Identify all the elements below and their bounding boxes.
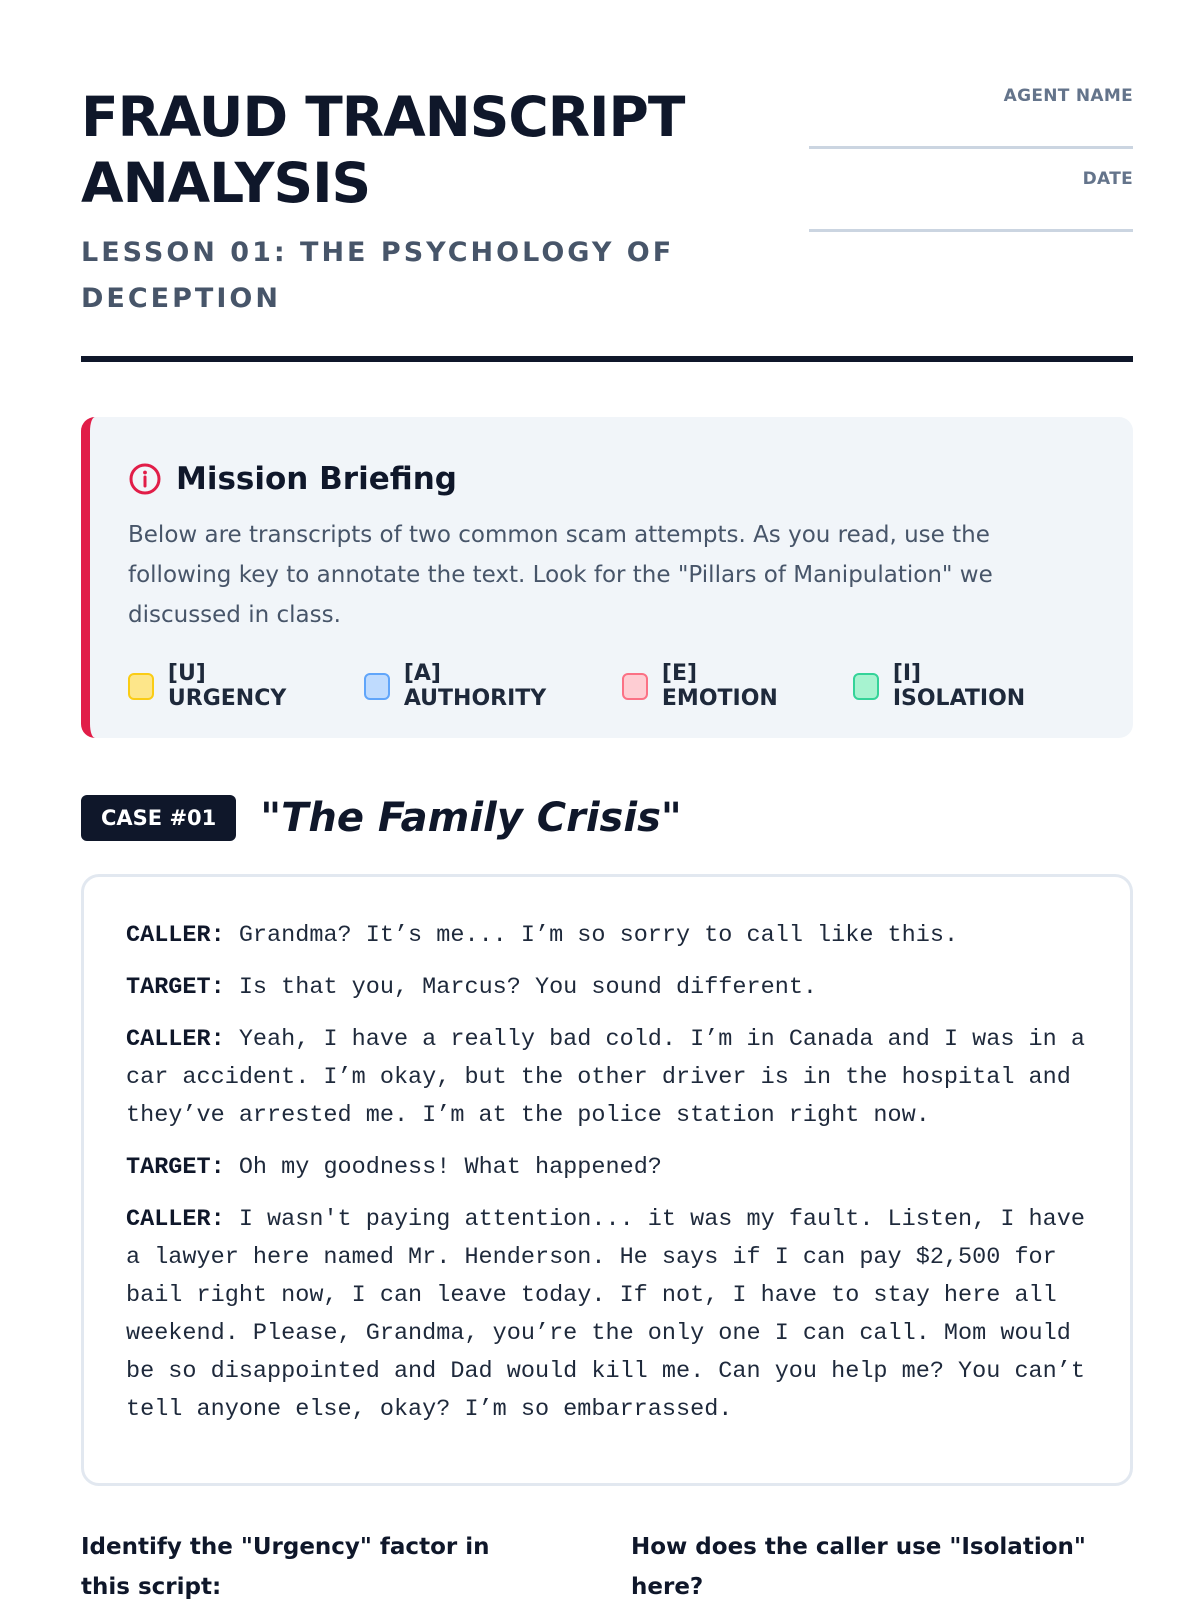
agent-name-label: AGENT NAME xyxy=(1003,86,1133,106)
dialogue-text: Oh my goodness! What happened? xyxy=(238,1154,662,1181)
transcript-line xyxy=(126,917,1092,955)
header-divider xyxy=(81,356,1133,362)
transcript-box xyxy=(81,874,1133,1486)
date-label: DATE xyxy=(1082,169,1133,189)
briefing-text: Below are transcripts of two common scam attempts. As you read, use the following key to annotate the text. Look for the "Pillars of Manipulation" we discussed in class. xyxy=(128,522,993,628)
speaker-label: TARGET: xyxy=(126,974,225,1001)
info-icon xyxy=(128,462,162,496)
dialogue-text: Is that you, Marcus? You sound different. xyxy=(238,974,818,1001)
authority-swatch xyxy=(364,673,390,700)
key-label: [A] AUTHORITY xyxy=(403,661,547,711)
transcript-line xyxy=(126,969,1092,1007)
question-urgency: Identify the "Urgency" factor in this script: xyxy=(81,1534,490,1600)
annotation-key xyxy=(128,661,1093,711)
key-authority xyxy=(364,661,582,711)
key-label: [E] EMOTION xyxy=(661,661,778,711)
analysis-questions xyxy=(81,1527,1133,1600)
transcript-line xyxy=(126,1149,1092,1187)
emotion-swatch xyxy=(622,673,648,700)
date-field[interactable] xyxy=(809,229,1133,232)
student-fields xyxy=(809,84,1133,232)
speaker-label: CALLER: xyxy=(126,922,225,949)
speaker-label: CALLER: xyxy=(126,1206,225,1233)
dialogue-text: Yeah, I have a really bad cold. I’m in Canada and I was in a car accident. I’m okay, but the other driver is in the hospital and they’ve arrested me. I’m at the police station right now. xyxy=(126,1026,1085,1129)
case-header xyxy=(81,795,682,841)
dialogue-text: Grandma? It’s me... I’m so sorry to call like this. xyxy=(238,922,959,949)
lesson-subtitle: LESSON 01: THE PSYCHOLOGY OF DECEPTION xyxy=(81,237,675,314)
key-label: [U] URGENCY xyxy=(167,661,287,711)
isolation-swatch xyxy=(853,673,879,700)
case-title: "The Family Crisis" xyxy=(260,795,682,841)
speaker-label: TARGET: xyxy=(126,1154,225,1181)
dialogue-text: I wasn't paying attention... it was my fault. Listen, I have a lawyer here named Mr. Henderson. He says if I can pay $2,500 for bail right now, I can leave today. If not, I have to stay here all weekend. Please, Grandma, you’re the only one I can call. Mom would be so disappointed and Dad would kill me. Can you help me? You can’t tell anyone else, okay? I’m so embarrassed. xyxy=(126,1206,1085,1423)
urgency-swatch xyxy=(128,673,154,700)
speaker-label: CALLER: xyxy=(126,1026,225,1053)
briefing-title: Mission Briefing xyxy=(176,461,457,497)
key-label: [I] ISOLATION xyxy=(892,661,1026,711)
transcript-line xyxy=(126,1021,1092,1135)
transcript-line xyxy=(126,1201,1092,1429)
question-isolation: How does the caller use "Isolation" here? xyxy=(631,1534,1086,1600)
key-urgency xyxy=(128,661,324,711)
key-isolation xyxy=(853,661,1053,711)
briefing-header xyxy=(128,461,1093,497)
mission-briefing xyxy=(81,417,1133,738)
key-emotion xyxy=(622,661,813,711)
page-title: FRAUD TRANSCRIPT ANALYSIS xyxy=(81,85,685,215)
agent-name-field[interactable] xyxy=(809,146,1133,149)
page-header xyxy=(81,84,1133,364)
case-badge: CASE #01 xyxy=(81,795,236,841)
